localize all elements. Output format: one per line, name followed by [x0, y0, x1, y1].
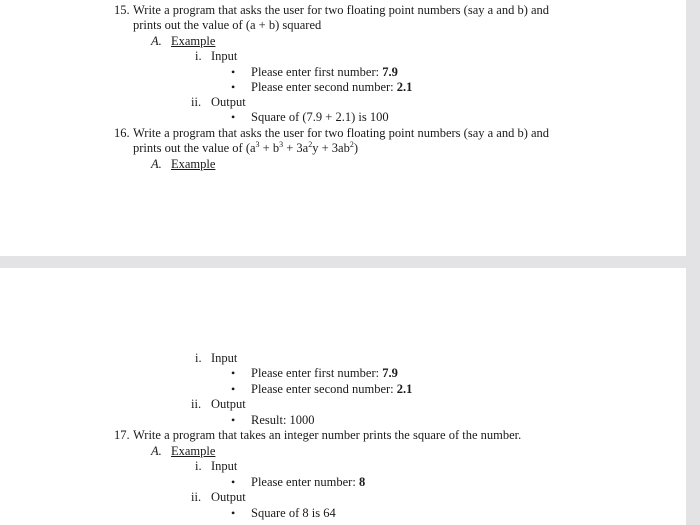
q16-example-label: Example	[171, 157, 216, 171]
bullet-icon: •	[231, 366, 236, 380]
q16-line-2: prints out the value of $(a^3 + b^3 + 3a^2y + 3ab^2)$	[133, 139, 358, 155]
q15-output-line-1: Square of (7.9 + 2.1) is 100	[251, 110, 389, 124]
q17-output-label: Output	[211, 490, 246, 504]
q17-input-num: i.	[195, 459, 202, 473]
q17-input-line-1: Please enter number: 8	[251, 475, 366, 489]
q15-output-label: Output	[211, 95, 246, 109]
bullet-icon: •	[231, 506, 236, 520]
q15-input-num: i.	[195, 49, 202, 63]
q15-number: 15.	[114, 3, 130, 17]
q16-output-line-1: Result: 1000	[251, 413, 315, 427]
q17-input-label: Input	[211, 459, 238, 473]
q17-example-letter: A.	[151, 444, 162, 458]
bullet-icon: •	[231, 110, 236, 124]
q16-input-label: Input	[211, 351, 238, 365]
q16-input-line-2: Please enter second number: 2.1	[251, 382, 413, 396]
q16-number: 16.	[114, 126, 130, 140]
q15-example-letter: A.	[151, 34, 162, 48]
q15-line-1: Write a program that asks the user for two floating point numbers (say a and b) and	[133, 3, 550, 17]
q17-example-label: Example	[171, 444, 216, 458]
q15-line-2: prints out the value of (a + b) squared	[133, 18, 322, 32]
bullet-icon: •	[231, 382, 236, 396]
q15-input-label: Input	[211, 49, 238, 63]
q15-example-label: Example	[171, 34, 216, 48]
q16-line-1: Write a program that asks the user for two floating point numbers (say a and b) and	[133, 126, 550, 140]
q17-output-num: ii.	[191, 490, 202, 504]
q15-output-num: ii.	[191, 95, 202, 109]
q15-input-line-1: Please enter first number: 7.9	[251, 65, 398, 79]
q16-output-num: ii.	[191, 397, 202, 411]
bullet-icon: •	[231, 413, 236, 427]
document-page-2	[0, 268, 686, 525]
q15-input-line-2: Please enter second number: 2.1	[251, 80, 413, 94]
q16-input-line-1: Please enter first number: 7.9	[251, 366, 398, 380]
q16-example-letter: A.	[151, 157, 162, 171]
q16-output-label: Output	[211, 397, 246, 411]
bullet-icon: •	[231, 475, 236, 489]
bullet-icon: •	[231, 80, 236, 94]
q17-number: 17.	[114, 428, 130, 442]
document-page-1	[0, 0, 686, 256]
q16-input-num: i.	[195, 351, 202, 365]
bullet-icon: •	[231, 65, 236, 79]
q17-line-1: Write a program that takes an integer number prints the square of the number.	[133, 428, 522, 442]
q17-output-line-1: Square of 8 is 64	[251, 506, 336, 520]
